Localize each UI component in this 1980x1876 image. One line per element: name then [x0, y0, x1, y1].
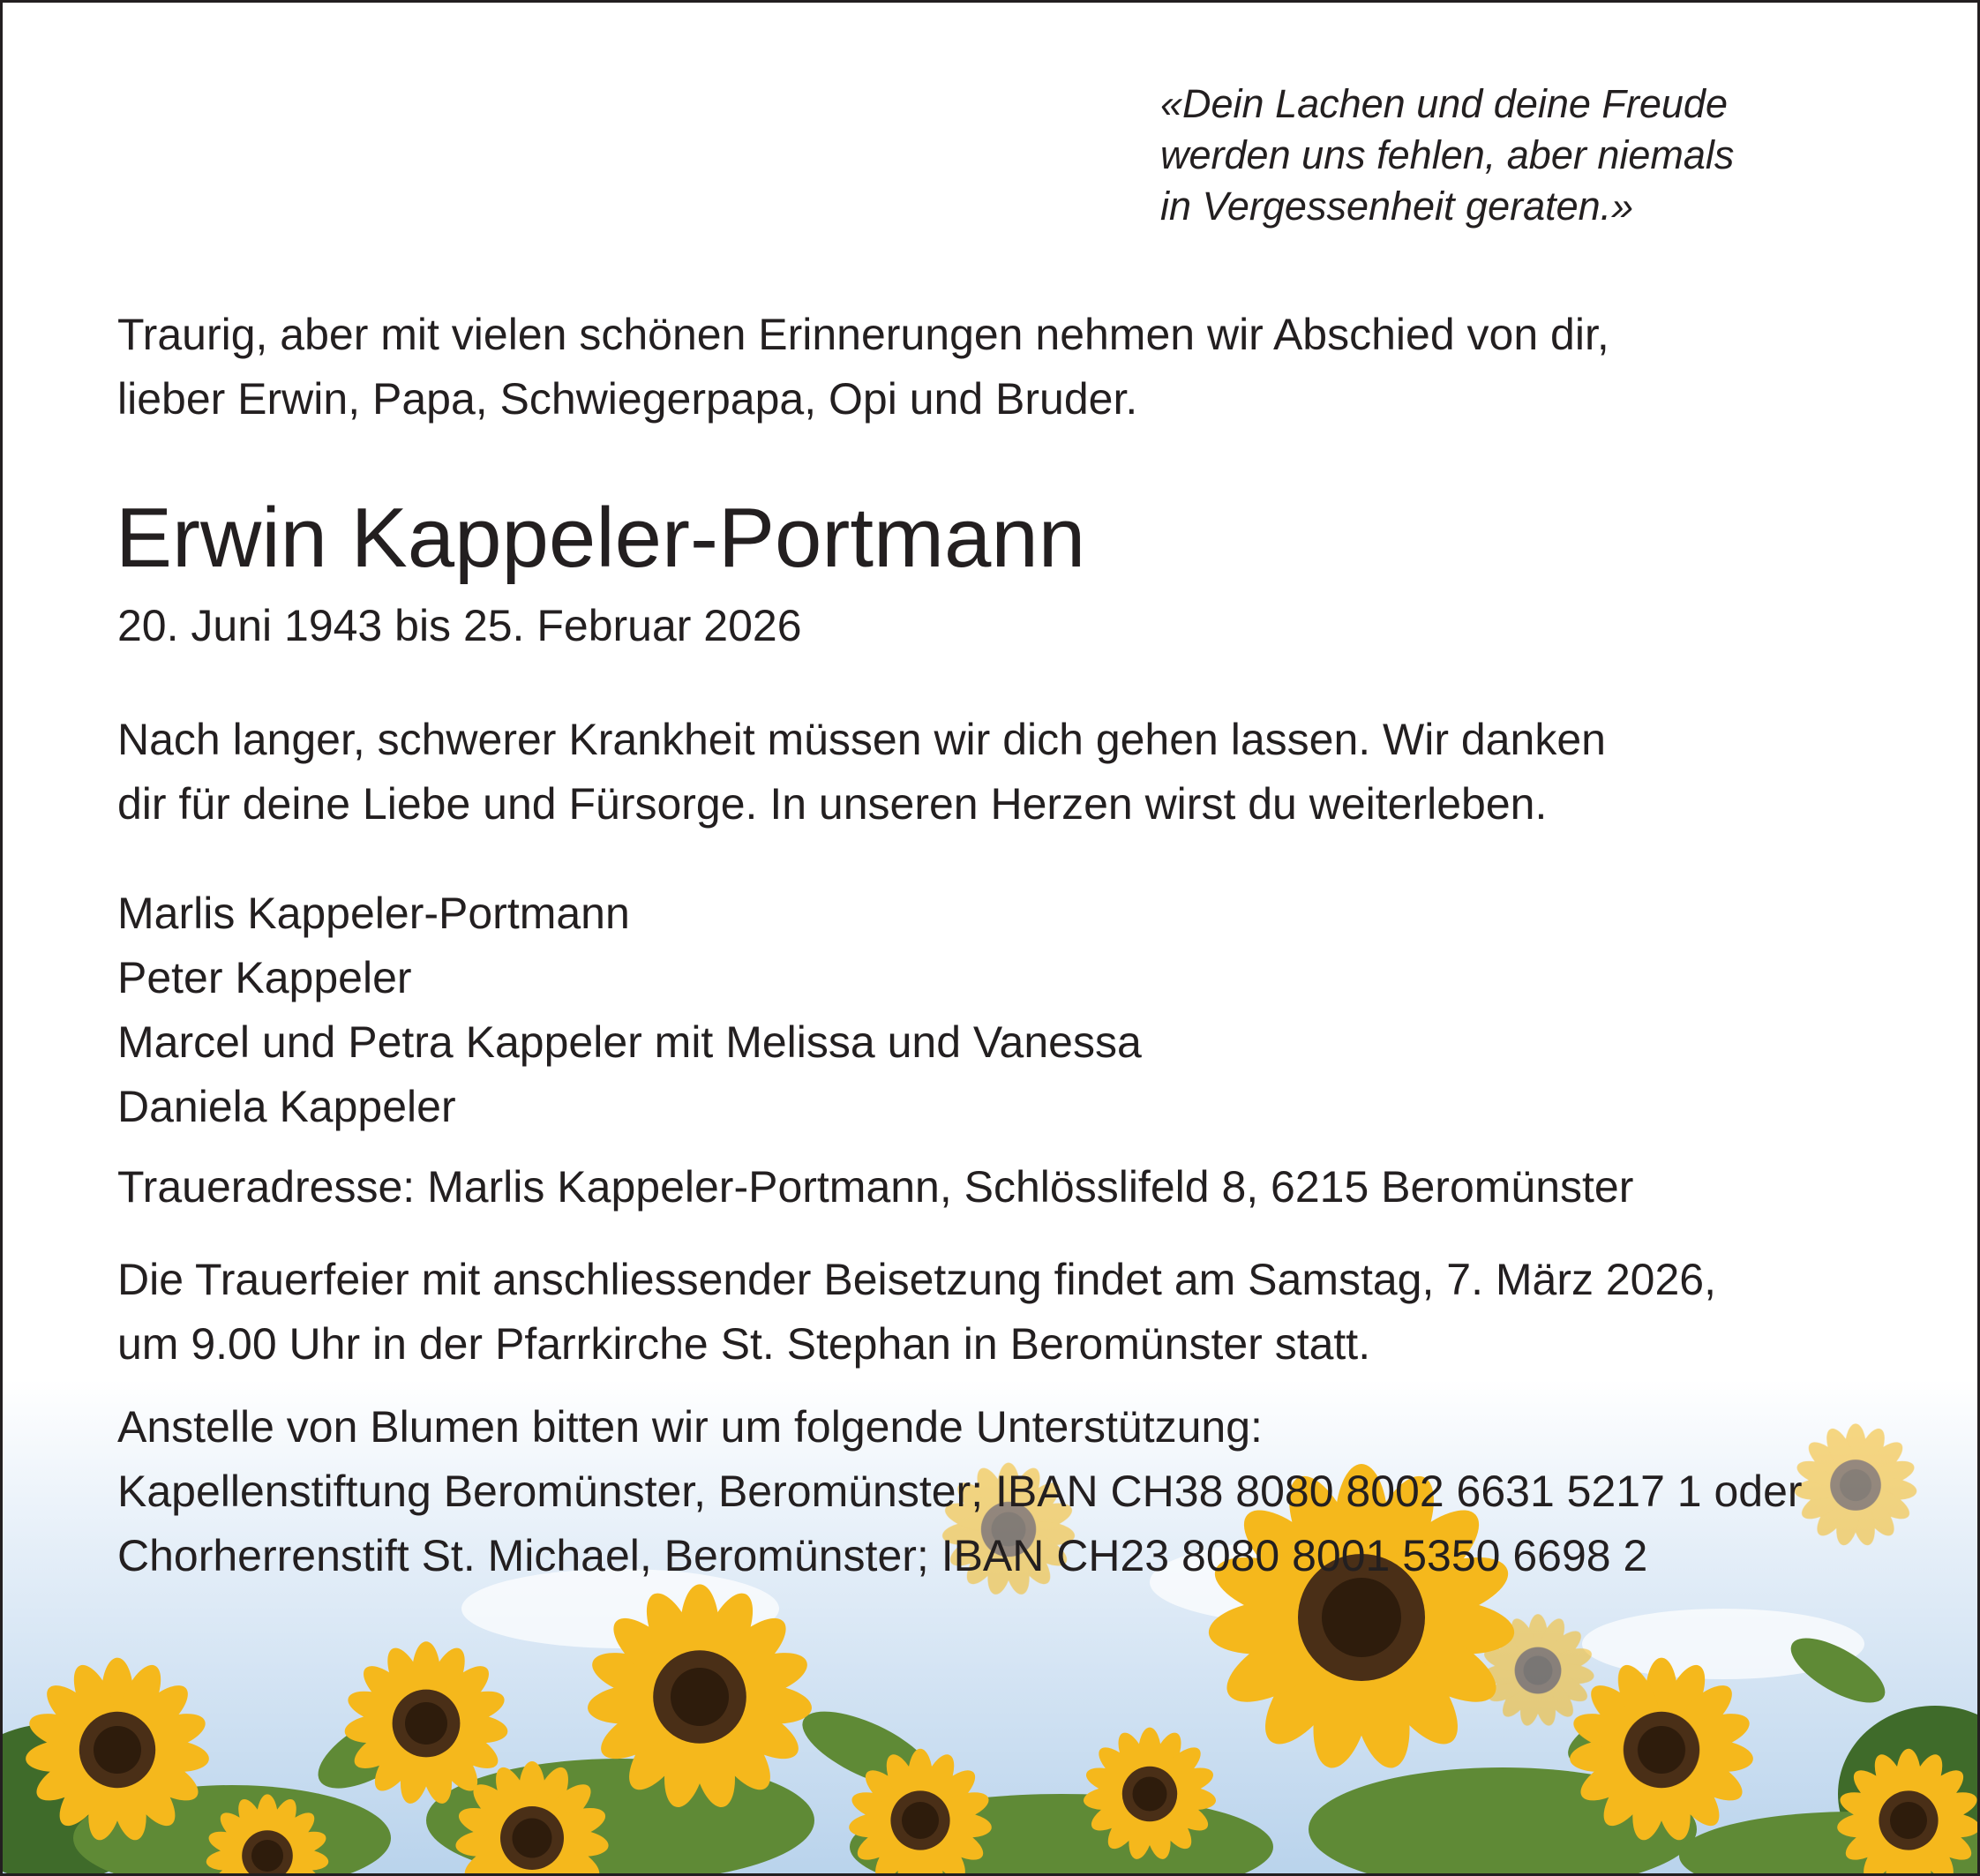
- intro-paragraph: [117, 303, 1935, 431]
- donation-paragraph: [117, 1395, 1935, 1588]
- mourner-name: Daniela Kappeler: [117, 1082, 456, 1131]
- mourner-name: Peter Kappeler: [117, 953, 412, 1002]
- deceased-name: Erwin Kappeler-Portmann: [116, 491, 1086, 585]
- donation-line: Chorherrenstift St. Michael, Beromünster; IBAN CH23 8080 8001 5350 6698 2: [117, 1531, 1648, 1580]
- mourners-list: [117, 882, 1935, 1139]
- ceremony-line: um 9.00 Uhr in der Pfarrkirche St. Stephan in Beromünster statt.: [117, 1319, 1371, 1369]
- donation-line: Kapellenstiftung Beromünster, Beromünster; IBAN CH38 8080 8002 6631 5217 1 oder: [117, 1467, 1803, 1516]
- message-paragraph: [117, 708, 1935, 837]
- donation-line: Anstelle von Blumen bitten wir um folgende Unterstützung:: [117, 1402, 1263, 1452]
- quote-line: werden uns fehlen, aber niemals: [1160, 132, 1735, 177]
- mourner-name: Marcel und Petra Kappeler mit Melissa und Vanessa: [117, 1017, 1142, 1067]
- quote-line: in Vergessenheit geraten.»: [1160, 184, 1634, 229]
- intro-line: lieber Erwin, Papa, Schwiegerpapa, Opi und Bruder.: [117, 374, 1138, 424]
- message-line: dir für deine Liebe und Fürsorge. In unseren Herzen wirst du weiterleben.: [117, 779, 1548, 829]
- quote-line: «Dein Lachen und deine Freude: [1160, 81, 1728, 126]
- mourning-address: [117, 1155, 1935, 1219]
- ceremony-line: Die Trauerfeier mit anschliessender Beisetzung findet am Samstag, 7. März 2026,: [117, 1255, 1716, 1304]
- intro-line: Traurig, aber mit vielen schönen Erinnerungen nehmen wir Abschied von dir,: [117, 310, 1609, 359]
- address-line: Traueradresse: Marlis Kappeler-Portmann, Schlösslifeld 8, 6215 Beromünster: [117, 1162, 1634, 1212]
- life-dates: 20. Juni 1943 bis 25. Februar 2026: [117, 601, 802, 650]
- epigraph-quote: [1160, 79, 1937, 232]
- ceremony-paragraph: [117, 1248, 1935, 1377]
- mourner-name: Marlis Kappeler-Portmann: [117, 889, 630, 938]
- message-line: Nach langer, schwerer Krankheit müssen wir dich gehen lassen. Wir danken: [117, 715, 1606, 764]
